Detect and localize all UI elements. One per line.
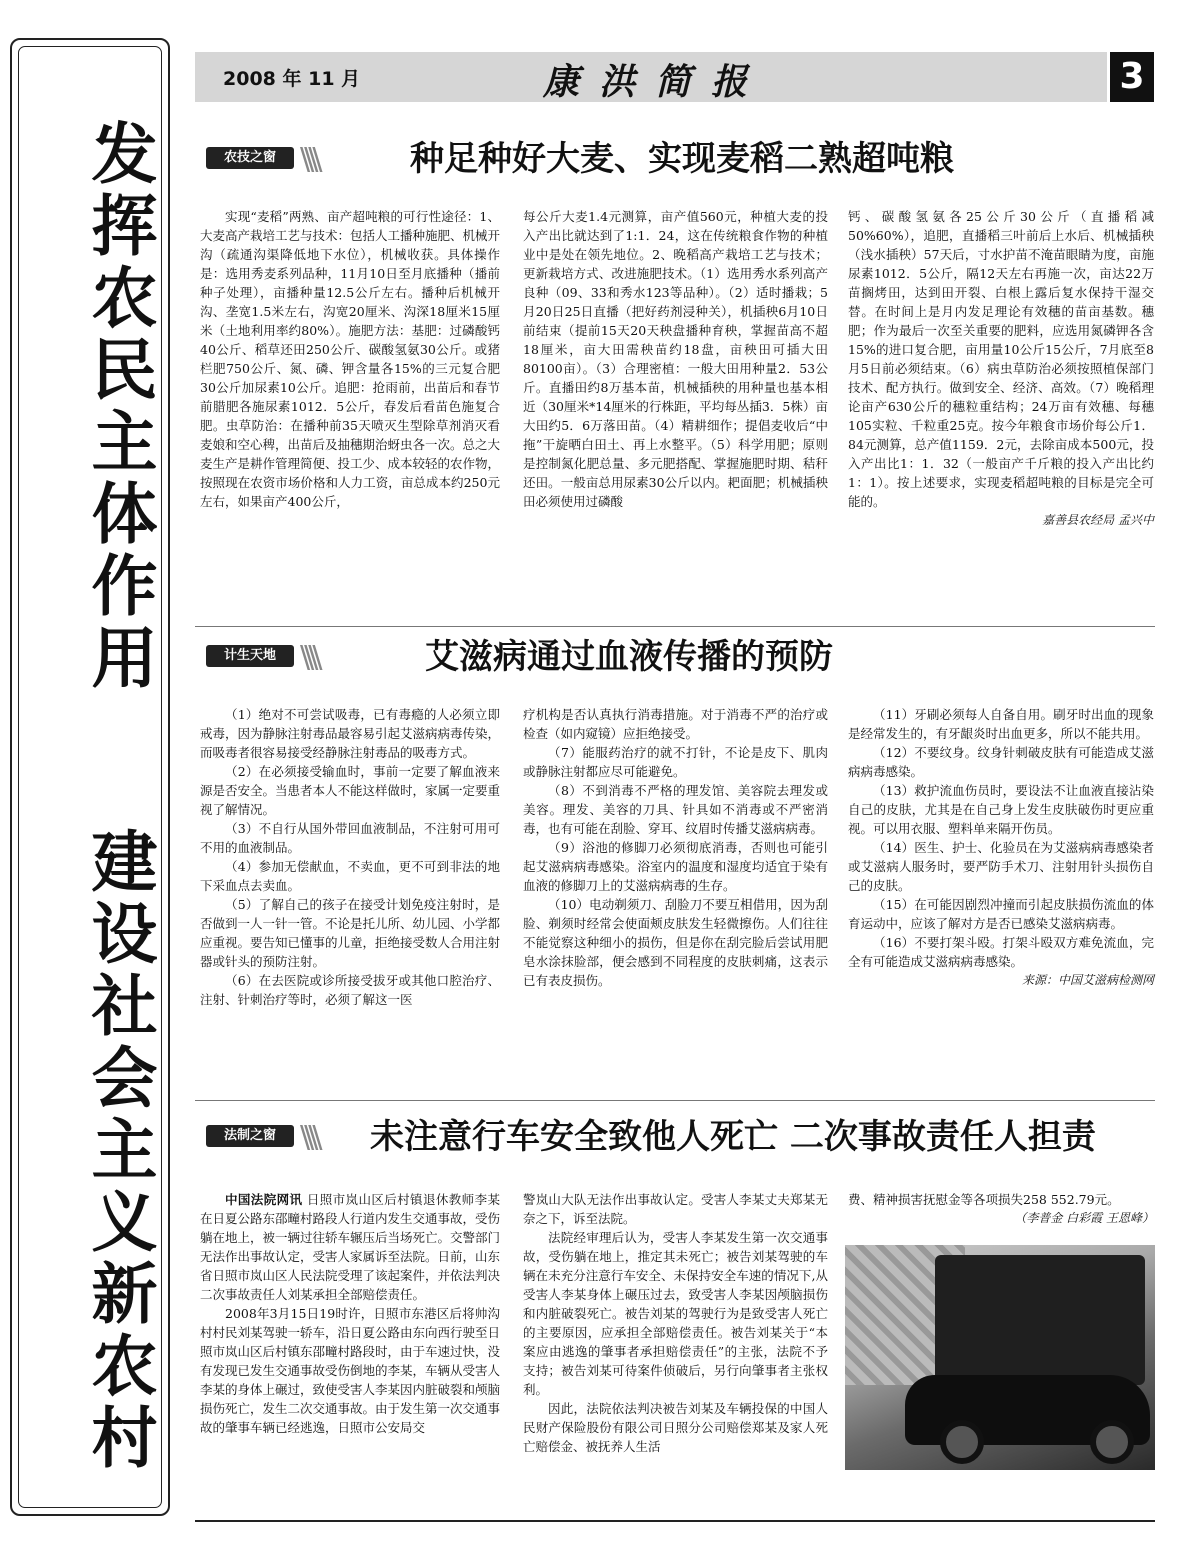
tag-slashes-decoration: \\\\ [300,640,317,675]
article3-lead: 中国法院网讯 [225,1192,303,1207]
article1-col3-text: 钙、碳酸氢氨各25公斤30公斤（直播稻减50%60%），追肥，直播稻三叶前后上水后、机械插秧（浅水插秧）57天后，寸水护苗不淹苗眼睛为度，亩施尿素1012．5公斤，隔12天左右再施一次，亩达22万苗搁烤田，达到田开裂、白根上露后复水保持干湿交替。在时间上是月内发足理论有效穗的苗亩基数。穗肥；作为最后一次至关重要的肥料，应选用氮磷钾各含15%的进口复合肥，亩用量10公斤15公斤，7月底至8月5日前必须结束。（6）病虫草防治必须按照植保部门技术、配方执行。做到安全、经济、高效。（7）晚稻理论亩产630公斤的穗粒重结构；24万亩有效穗、每穗105实粒、千粒重25克。按今年粮食市场价每公斤1．84元测算，总产值1159．2元，去除亩成本500元，投入产出比1：1．32（一般亩产千斤粮的投入产出比约1：1）。按上述要求，实现麦稻超吨粮的目标是完全可能的。 [848,209,1154,509]
article3-paragraph: 2008年3月15日19时许，日照市东港区后将帅沟村村民刘某驾驶一轿车，沿日夏公路由东向西行驶至日照市岚山区后村镇东邵疃村路段时，由于车速过快，没有发现已发生交通事故受伤倒地的李某，车辆从受害人李某的身体上碾过，致使受害人李某因内脏破裂和颅脑损伤死亡，发生二次交通事故。由于发生第一次交通事故的肇事车辆已经逃逸，日照市公安局交 [200,1306,501,1435]
bottom-rule [195,1520,1155,1522]
tag-slashes-decoration: \\\\ [300,1120,317,1155]
article3-lead-text: 日照市岚山区后村镇退休教师李某在日夏公路东邵疃村路段人行道内发生交通事故，受伤躺在地上，被一辆过往轿车辗压后当场死亡。交警部门无法作出事故认定，受害人家属诉至法院。日前，山东省日照市岚山区人民法院受理了该起案件，并依法判决二次事故责任人刘某承担全部赔偿责任。 [200,1192,501,1302]
tag-slashes-decoration: \\\\ [300,142,317,177]
side-slogan-inner-border [18,46,162,1508]
article2-paragraph: （1）绝对不可尝试吸毒，已有毒瘾的人必须立即戒毒，因为静脉注射毒品最容易引起艾滋病病毒传染，而吸毒者很容易接受经静脉注射毒品的吸毒方式。 [200,707,501,760]
article1-title: 种足种好大麦、实现麦稻二熟超吨粮 [410,139,954,179]
article2-column2 [523,705,828,990]
photo-truck [935,1255,1145,1385]
page-number: 3 [1110,52,1154,102]
photo-wheel [940,1420,984,1464]
article2-paragraph: （14）医生、护士、化验员在为艾滋病病毒感染者或艾滋病人服务时，要严防手术刀、注射用针头损伤自己的皮肤。 [848,840,1154,893]
article1-section-tag: 农技之窗 [206,147,294,169]
article3-column2 [523,1190,828,1456]
article3-title: 未注意行车安全致他人死亡 二次事故责任人担责 [370,1117,1096,1157]
article1-column3 [848,207,1154,530]
article1-col1-text: 实现“麦稻”两熟、亩产超吨粮的可行性途径：1、大麦高产栽培工艺与技术：包括人工播种施肥、机械开沟（疏通沟渠降低地下水位），机械收获。具体操作是：选用秀麦系列品种，11月10日至月底播种（播前种子处理），亩播种量12.5公斤左右。播种后机械开沟、垄宽1.5米左右，沟宽20厘米、沟深18厘米15厘米（土地利用率约80%）。施肥方法：基肥：过磷酸钙40公斤、稻草还田250公斤、碳酸氢氨30公斤。或猪栏肥750公斤、氮、磷、钾含量各15%的三元复合肥30公斤加尿素10公斤。追肥：抢雨前，出苗后和春节前腊肥各施尿素1012．5公斤，春发后看苗色施复合肥。虫草防治：在播种前35天喷灭生型除草剂消灭看麦娘和空心稗，出苗后及抽穗期治蚜虫各一次。总之大麦生产是耕作管理简便、投工少、成本较轻的农作物，按照现在农资市场价格和人力工资，亩总成本约250元左右，如果亩产400公斤， [200,209,501,509]
page-header [195,52,1107,102]
article3-column1 [200,1190,500,1437]
side-slogan-panel [10,38,170,1516]
accident-photo [845,1245,1155,1470]
article1-heading [200,139,1155,179]
article2-paragraph: （12）不要纹身。纹身针刺破皮肤有可能造成艾滋病病毒感染。 [848,745,1154,779]
article2-heading [200,637,1155,677]
article2-section-tag: 计生天地 [206,645,294,667]
article3-paragraph: 因此，法院依法判决被告刘某及车辆投保的中国人民财产保险股份有限公司日照分公司赔偿郑某及家人死亡赔偿金、被抚养人生活 [523,1401,828,1454]
article2-paragraph: （15）在可能因剧烈冲撞而引起皮肤损伤流血的体育运动中，应该了解对方是否已感染艾滋病病毒。 [848,897,1154,931]
article3-paragraph: 费、精神损害抚慰金等各项损失258 552.79元。 [848,1192,1120,1207]
side-slogan-line2: 建设社会主义新农村 [80,827,157,1475]
article2-paragraph: （11）牙刷必须每人自备自用。刷牙时出血的现象是经常发生的，有牙龈炎时出血更多，所以不能共用。 [848,707,1154,741]
article2-paragraph: （13）救护流血伤员时，要设法不让血液直接沾染自己的皮肤，尤其是在自己身上发生皮肤破伤时更应重视。可以用衣服、塑料单来隔开伤员。 [848,783,1154,836]
article1-col2-text: 每公斤大麦1.4元测算，亩产值560元，种植大麦的投入产出比就达到了1:1．24，这在传统粮食作物的种植业中是处在领先地位。2、晚稻高产栽培工艺与技术；更新栽培方式、改进施肥技术。（1）选用秀水系列高产良种（09、33和秀水123等品种）。（2）适时播栽；5月20日25日直播（把好药剂浸种关），机插秧6月10日前结束（提前15天20天秧盘播种育秧，掌握苗高不超18厘米，亩大田需秧苗约18盘，亩秧田可插大田80100亩）。（3）合理密植：一般大田用种量2．53公斤。直播田约8万基本苗，机械插秧的用种量也基本相近（30厘米*14厘米的行株距，平均每丛插3．5株）亩大田约5．6万落田苗。（4）精耕细作；提倡麦收后“中拖”干旋晒白田土、再上水整平。（5）科学用肥；原则是控制氮化肥总量、多元肥搭配、掌握施肥时期、秸秆还田。一般亩总用尿素30公斤以内。耙面肥；机械插秧田必须使用过磷酸 [523,209,828,509]
article3-paragraph [200,1190,500,1304]
side-slogan-line1: 发挥农民主体作用 [80,119,157,695]
article2-paragraph: （10）电动剃须刀、刮脸刀不要互相借用，因为刮脸、剃须时经常会使面颊皮肤发生轻微擦伤。人们往往不能觉察这种细小的损伤，但是你在刮完脸后尝试用肥皂水涂抹脸部，便会感到不同程度的皮肤刺痛，这表示已有表皮损伤。 [523,897,828,988]
article3-paragraph: 法院经审理后认为，受害人李某发生第一次交通事故，受伤躺在地上，推定其未死亡；被告刘某驾驶的车辆在未充分注意行车安全、未保持安全车速的情况下,从受害人李某身体上碾压过去，致受害人李某因颅脑损伤和内脏破裂死亡。被告刘某的驾驶行为是致受害人死亡的主要原因，应承担全部赔偿责任。被告刘某关于“本案应由逃逸的肇事者承担赔偿责任”的主张，法院不予支持；被告刘某可待案件侦破后，另行向肇事者主张权利。 [523,1230,828,1397]
article3-section-tag: 法制之窗 [206,1125,294,1147]
article3-paragraph: 警岚山大队无法作出事故认定。受害人李某丈夫郑某无奈之下，诉至法院。 [523,1192,828,1226]
article2-paragraph: （8）不到消毒不严格的理发馆、美容院去理发或美容。理发、美容的刀具、针具如不消毒或不严密消毒，也有可能在刮脸、穿耳、纹眉时传播艾滋病病毒。 [523,783,828,836]
article2-paragraph: 疗机构是否认真执行消毒措施。对于消毒不严的治疗或检查（如内窥镜）应拒绝接受。 [523,707,828,741]
article2-column1 [200,705,500,1009]
article2-paragraph: （7）能服药治疗的就不打针，不论是皮下、肌肉或静脉注射都应尽可能避免。 [523,745,828,779]
article2-paragraph: （2）在必须接受输血时，事前一定要了解血液来源是否安全。当患者本人不能这样做时，家属一定要重视了解情况。 [200,764,501,817]
article2-paragraph: （16）不要打架斗殴。打架斗殴双方难免流血，完全有可能造成艾滋病病毒感染。 [848,935,1154,969]
article2-paragraph: （5）了解自己的孩子在接受计划免疫注射时，是否做到一人一针一管。不论是托儿所、幼儿园、小学都应重视。要告知已懂事的儿童，拒绝接受数人合用注射器或针头的预防注射。 [200,897,501,969]
article1-byline: 嘉善县农经局 孟兴中 [1042,513,1154,527]
article3-column3 [848,1190,1154,1228]
article2-paragraph: （3）不自行从国外带回血液制品，不注射可用可不用的血液制品。 [200,821,500,855]
section-divider [195,626,1155,627]
photo-wheel [1090,1420,1134,1464]
masthead: 康洪简报 [543,61,768,103]
article1-column1 [200,207,500,511]
section-divider [195,1100,1155,1101]
article3-byline: （李普金 白彩霞 王恩峰） [1014,1211,1154,1225]
issue-date: 2008 年 11 月 [223,68,361,90]
article2-paragraph: （9）浴池的修脚刀必须彻底消毒，否则也可能引起艾滋病病毒感染。浴室内的温度和湿度均适宜于染有血液的修脚刀上的艾滋病病毒的生存。 [523,840,828,893]
article3-heading [200,1117,1155,1157]
article2-paragraph: （4）参加无偿献血，不卖血，更不可到非法的地下采血点去卖血。 [200,859,500,893]
article1-column2 [523,207,828,511]
article2-paragraph: （6）在去医院或诊所接受拔牙或其他口腔治疗、注射、针刺治疗等时，必须了解这一医 [200,973,500,1007]
article2-column3 [848,705,1154,990]
article2-byline: 来源：中国艾滋病检测网 [1021,973,1154,987]
article2-title: 艾滋病通过血液传播的预防 [425,637,833,677]
